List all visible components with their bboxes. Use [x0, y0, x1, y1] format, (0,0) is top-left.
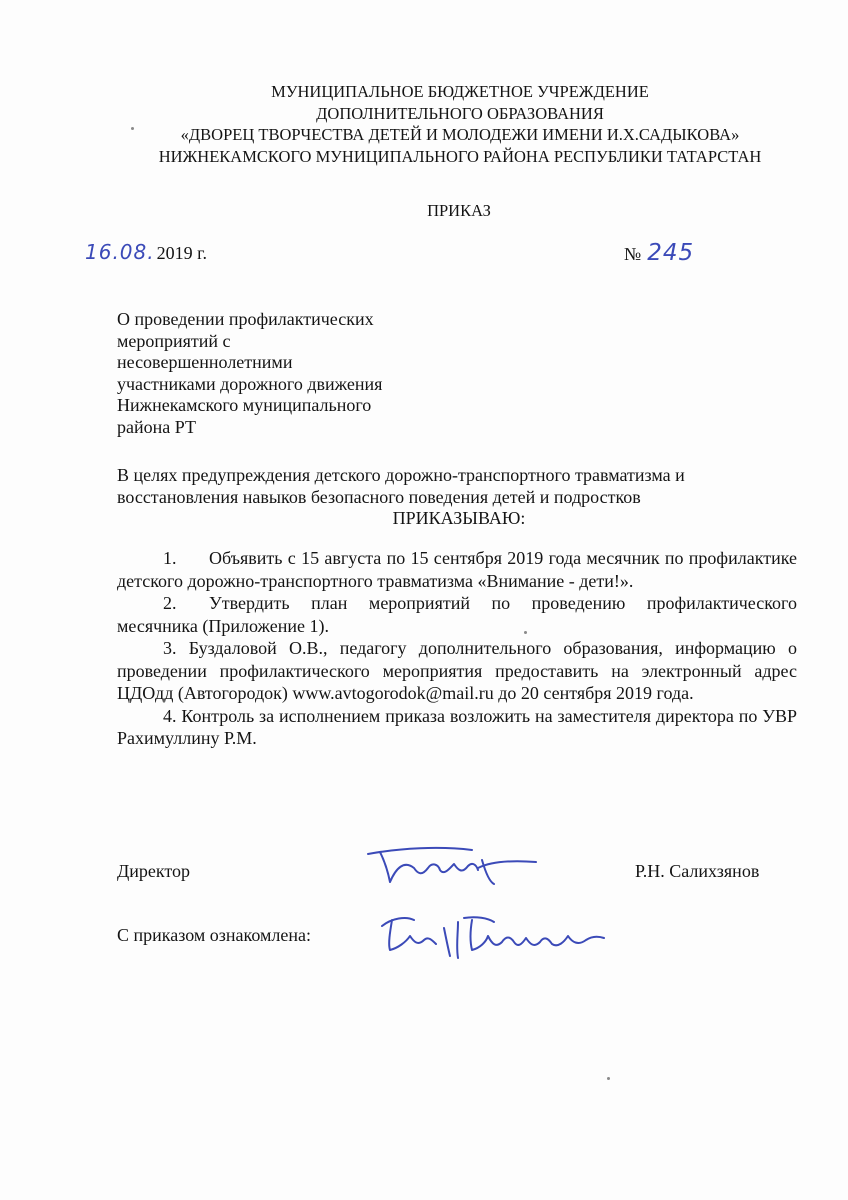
handwritten-number: 245	[647, 240, 695, 266]
order-item-2	[117, 592, 797, 637]
paper-speck	[607, 1077, 610, 1080]
header-line-4: НИЖНЕКАМСКОГО МУНИЦИПАЛЬНОГО РАЙОНА РЕСПУБЛИКИ ТАТАРСТАН	[158, 146, 762, 166]
acquaintance-signature	[372, 906, 612, 964]
order-item-3	[117, 637, 797, 705]
order-date	[85, 240, 207, 264]
item-text: Объявить с 15 августа по 15 сентября 2019 года месячник по профилактике детского дорожно-транспортного травматизма «Внимание - дети!».	[117, 548, 797, 591]
acquaintance-label: С приказом ознакомлена:	[117, 925, 311, 945]
preamble-line: восстановления навыков безопасного поведения детей и подростков	[117, 486, 641, 507]
organization-header	[60, 81, 848, 167]
preamble	[117, 465, 807, 508]
order-item-1	[117, 547, 797, 592]
order-word: ПРИКАЗЫВАЮ:	[392, 508, 526, 528]
director-name: Р.Н. Салихзянов	[635, 861, 760, 881]
item-number: 1.	[163, 548, 177, 568]
director-signature	[360, 838, 545, 890]
item-number: 2.	[163, 593, 177, 613]
order-item-4	[117, 705, 797, 750]
number-sign: №	[624, 244, 642, 264]
subject-line: Нижнекамского муниципального	[117, 395, 372, 415]
document-type-title: ПРИКАЗ	[427, 201, 491, 220]
subject-line: участниками дорожного движения	[117, 373, 383, 394]
printed-year: 2019 г.	[156, 243, 207, 263]
subject-line: несовершеннолетними	[117, 352, 293, 372]
order-number	[624, 240, 694, 266]
director-label: Директор	[117, 861, 191, 881]
item-text: 3. Буздаловой О.В., педагогу дополнительного образования, информацию о проведении профилактического мероприятия предоставить на электронный адрес ЦДОдд (Автогородок) www.avtogorodok@mail.ru до 20 сентября 2019 года.	[117, 638, 797, 703]
item-text: Утвердить план мероприятий по проведению профилактического месячника (Приложение 1).	[117, 593, 797, 636]
paper-speck	[131, 127, 134, 130]
header-line-2: ДОПОЛНИТЕЛЬНОГО ОБРАЗОВАНИЯ	[316, 103, 604, 123]
handwritten-date: 16.08.	[85, 240, 155, 264]
header-line-1: МУНИЦИПАЛЬНОЕ БЮДЖЕТНОЕ УЧРЕЖДЕНИЕ	[271, 82, 649, 101]
paper-speck	[524, 631, 527, 634]
subject-line: О проведении профилактических	[117, 309, 374, 329]
header-line-3: «ДВОРЕЦ ТВОРЧЕСТВА ДЕТЕЙ И МОЛОДЕЖИ ИМЕНИ И.Х.САДЫКОВА»	[180, 125, 740, 144]
subject-line: района РТ	[117, 416, 196, 437]
order-subject	[117, 309, 437, 438]
order-items	[117, 547, 797, 750]
subject-line: мероприятий с	[117, 330, 231, 351]
preamble-line: В целях предупреждения детского дорожно-транспортного травматизма и	[117, 465, 685, 485]
item-text: 4. Контроль за исполнением приказа возложить на заместителя директора по УВР Рахимуллину Р.М.	[117, 705, 797, 748]
